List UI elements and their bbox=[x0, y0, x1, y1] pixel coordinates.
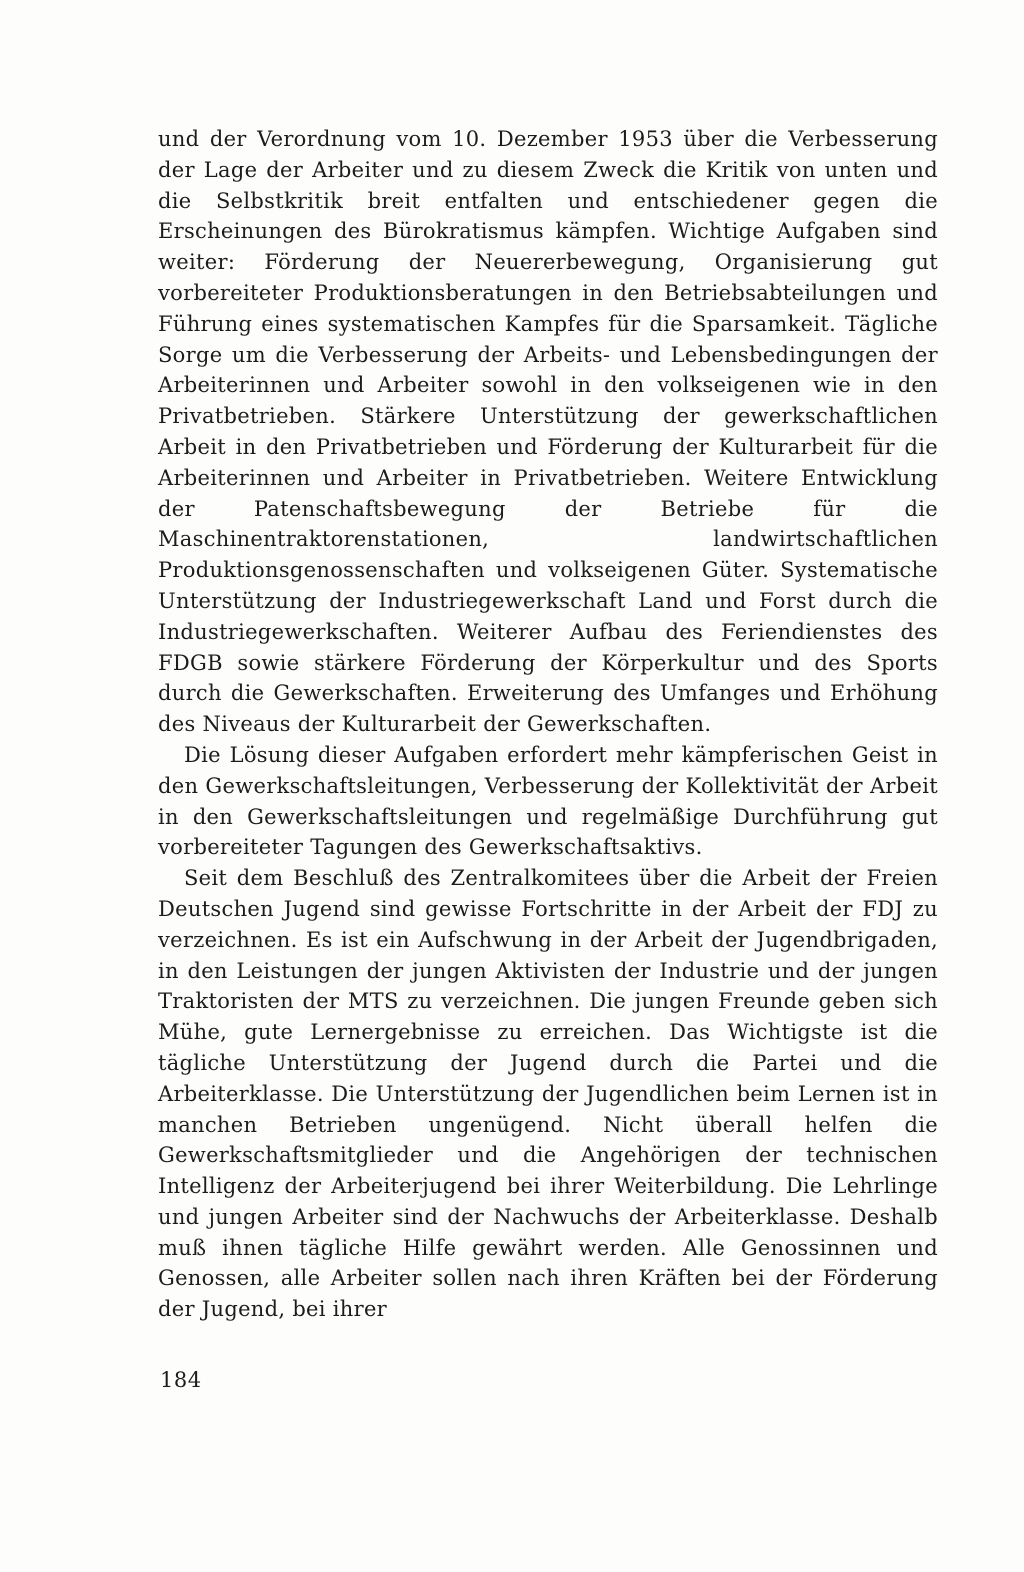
body-text bbox=[158, 124, 938, 1325]
page-number: 184 bbox=[160, 1368, 202, 1392]
paragraph-3: Seit dem Beschluß des Zentralkomitees über die Arbeit der Freien Deutschen Jugend sind gewisse Fortschritte in der Arbeit der FDJ zu verzeichnen. Es ist ein Aufschwung in der Arbeit der Jugendbrigaden, in den Leistungen der jungen Aktivisten der Industrie und der jungen Traktoristen der MTS zu verzeichnen. Die jungen Freunde geben sich Mühe, gute Lernergebnisse zu erreichen. Das Wichtigste ist die tägliche Unterstützung der Jugend durch die Partei und die Arbeiterklasse. Die Unterstützung der Jugendlichen beim Lernen ist in manchen Betrieben ungenügend. Nicht überall helfen die Gewerkschaftsmitglieder und die Angehörigen der technischen Intelligenz der Arbeiterjugend bei ihrer Weiterbildung. Die Lehrlinge und jungen Arbeiter sind der Nachwuchs der Arbeiterklasse. Deshalb muß ihnen tägliche Hilfe gewährt werden. Alle Genossinnen und Genossen, alle Arbeiter sollen nach ihren Kräften bei der Förderung der Jugend, bei ihrer bbox=[158, 866, 938, 1322]
paragraph-1: und der Verordnung vom 10. Dezember 1953 über die Verbesserung der Lage der Arbeiter und zu diesem Zweck die Kritik von unten und die Selbstkritik breit entfalten und entschiedener gegen die Erscheinungen des Bürokratismus kämpfen. Wichtige Aufgaben sind weiter: Förderung der Neuererbewegung, Organisierung gut vorbereiteter Produktionsberatungen in den Betriebsabteilungen und Führung eines systematischen Kampfes für die Sparsamkeit. Tägliche Sorge um die Verbesserung der Arbeits- und Lebensbedingungen der Arbeiterinnen und Arbeiter sowohl in den volkseigenen wie in den Privatbetrieben. Stärkere Unterstützung der gewerkschaftlichen Arbeit in den Privatbetrieben und Förderung der Kulturarbeit für die Arbeiterinnen und Arbeiter in Privatbetrieben. Weitere Entwicklung der Patenschaftsbewegung der Betriebe für die Maschinentraktorenstationen, landwirtschaftlichen Produktionsgenossenschaften und volkseigenen Güter. Systematische Unterstützung der Industriegewerkschaft Land und Forst durch die Industriegewerkschaften. Weiterer Aufbau des Feriendienstes des FDGB sowie stärkere Förderung der Körperkultur und des Sports durch die Gewerkschaften. Erweiterung des Umfanges und Erhöhung des Niveaus der Kulturarbeit der Gewerkschaften. bbox=[158, 127, 938, 737]
paragraph-2: Die Lösung dieser Aufgaben erfordert mehr kämpferischen Geist in den Gewerkschaftsleitungen, Verbesserung der Kollektivität der Arbeit in den Gewerkschaftsleitungen und regelmäßige Durchführung gut vorbereiteter Tagungen des Gewerkschaftsaktivs. bbox=[158, 742, 938, 860]
